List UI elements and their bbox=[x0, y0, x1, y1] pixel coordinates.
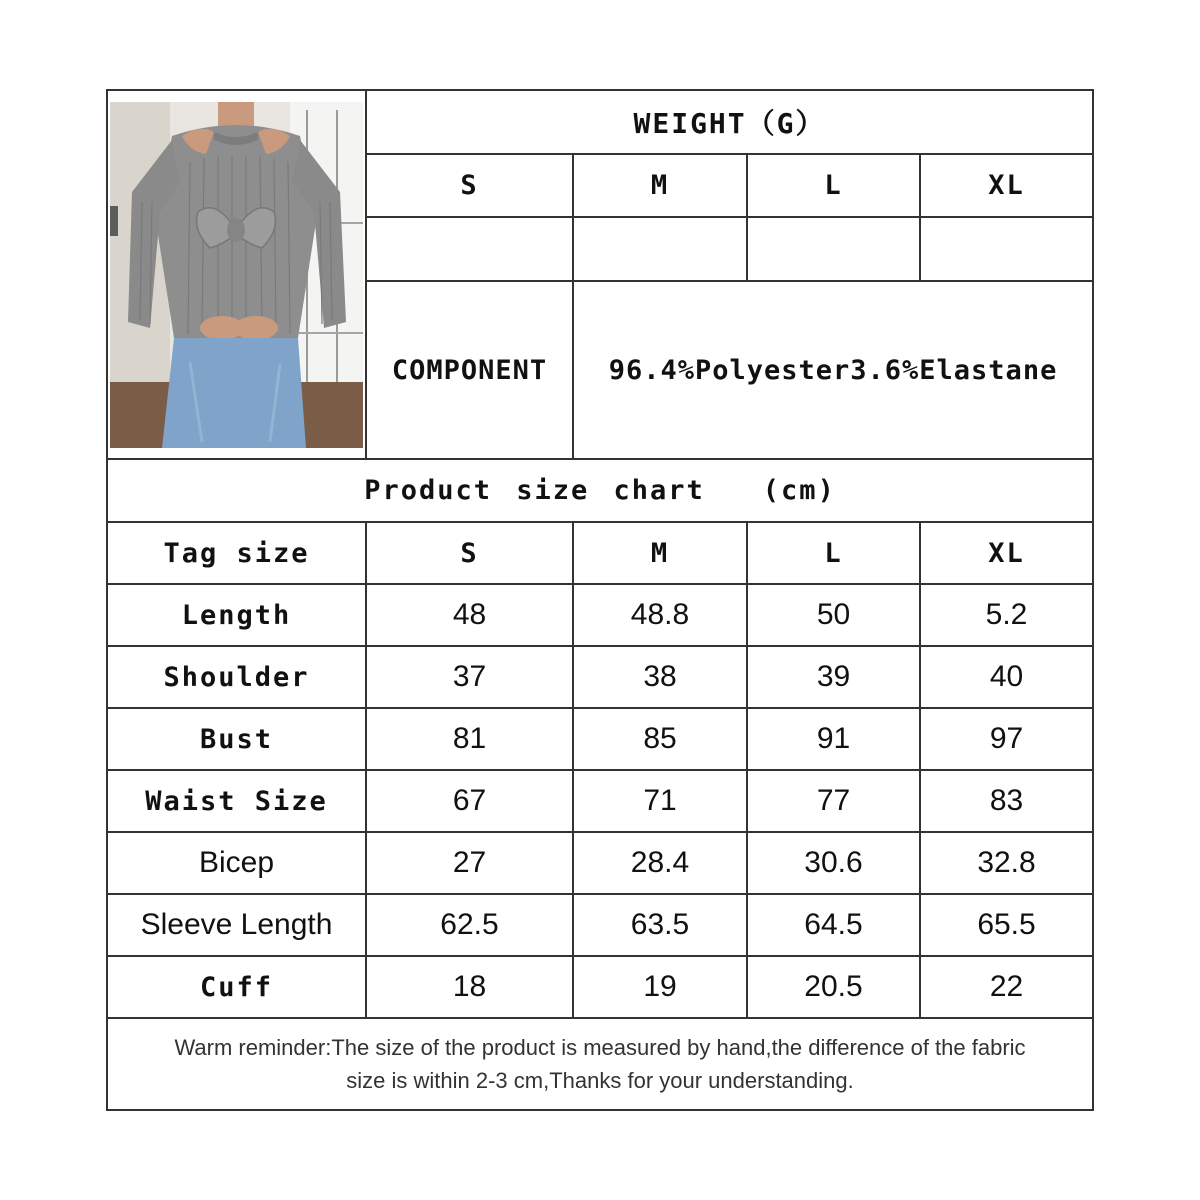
measurement-value: 71 bbox=[573, 770, 747, 832]
measurement-value: 30.6 bbox=[747, 832, 920, 894]
measurement-value: 40 bbox=[920, 646, 1093, 708]
component-label: COMPONENT bbox=[366, 281, 573, 459]
measurement-label: Bicep bbox=[107, 832, 366, 894]
measurement-value: 65.5 bbox=[920, 894, 1093, 956]
size-header: M bbox=[573, 522, 747, 584]
weight-value bbox=[920, 217, 1093, 281]
measurement-value: 91 bbox=[747, 708, 920, 770]
weight-size-header: L bbox=[747, 154, 920, 217]
size-chart-title-text: Product size chart bbox=[364, 475, 705, 506]
measurement-value: 64.5 bbox=[747, 894, 920, 956]
measurement-value: 32.8 bbox=[920, 832, 1093, 894]
measurement-value: 19 bbox=[573, 956, 747, 1018]
size-header: L bbox=[747, 522, 920, 584]
measurement-label: Waist Size bbox=[107, 770, 366, 832]
weight-size-header: S bbox=[366, 154, 573, 217]
measurement-value: 62.5 bbox=[366, 894, 573, 956]
size-row bbox=[107, 832, 1093, 894]
measurement-value: 50 bbox=[747, 584, 920, 646]
warm-reminder bbox=[107, 1018, 1093, 1110]
measurement-value: 81 bbox=[366, 708, 573, 770]
size-row bbox=[107, 584, 1093, 646]
measurement-label: Length bbox=[107, 584, 366, 646]
measurement-value: 18 bbox=[366, 956, 573, 1018]
measurement-value: 67 bbox=[366, 770, 573, 832]
weight-title: WEIGHT（G） bbox=[366, 90, 1093, 154]
size-chart-unit: (cm) bbox=[762, 475, 836, 506]
reminder-line-1: Warm reminder:The size of the product is measured by hand,the difference of the fabric bbox=[174, 1035, 1026, 1060]
product-photo bbox=[110, 102, 363, 448]
size-row bbox=[107, 708, 1093, 770]
reminder-line-2: size is within 2-3 cm,Thanks for your understanding. bbox=[346, 1068, 854, 1093]
measurement-value: 5.2 bbox=[920, 584, 1093, 646]
size-header: S bbox=[366, 522, 573, 584]
tag-size-label: Tag size bbox=[107, 522, 366, 584]
measurement-value: 39 bbox=[747, 646, 920, 708]
measurement-value: 83 bbox=[920, 770, 1093, 832]
size-header: XL bbox=[920, 522, 1093, 584]
weight-size-header: M bbox=[573, 154, 747, 217]
measurement-value: 63.5 bbox=[573, 894, 747, 956]
measurement-rows bbox=[107, 584, 1093, 1018]
weight-value bbox=[573, 217, 747, 281]
size-row bbox=[107, 646, 1093, 708]
measurement-label: Cuff bbox=[107, 956, 366, 1018]
measurement-label: Bust bbox=[107, 708, 366, 770]
measurement-label: Sleeve Length bbox=[107, 894, 366, 956]
size-chart-title bbox=[107, 459, 1093, 522]
measurement-value: 85 bbox=[573, 708, 747, 770]
measurement-value: 38 bbox=[573, 646, 747, 708]
measurement-value: 27 bbox=[366, 832, 573, 894]
size-row bbox=[107, 770, 1093, 832]
measurement-value: 37 bbox=[366, 646, 573, 708]
component-value: 96.4%Polyester3.6%Elastane bbox=[573, 281, 1093, 459]
size-chart-table bbox=[106, 89, 1094, 1111]
size-row bbox=[107, 894, 1093, 956]
measurement-value: 77 bbox=[747, 770, 920, 832]
measurement-value: 48.8 bbox=[573, 584, 747, 646]
product-photo-cell bbox=[107, 90, 366, 459]
weight-value bbox=[366, 217, 573, 281]
measurement-value: 28.4 bbox=[573, 832, 747, 894]
measurement-value: 20.5 bbox=[747, 956, 920, 1018]
measurement-value: 48 bbox=[366, 584, 573, 646]
size-row bbox=[107, 956, 1093, 1018]
measurement-value: 97 bbox=[920, 708, 1093, 770]
weight-size-header: XL bbox=[920, 154, 1093, 217]
weight-value bbox=[747, 217, 920, 281]
measurement-label: Shoulder bbox=[107, 646, 366, 708]
measurement-value: 22 bbox=[920, 956, 1093, 1018]
